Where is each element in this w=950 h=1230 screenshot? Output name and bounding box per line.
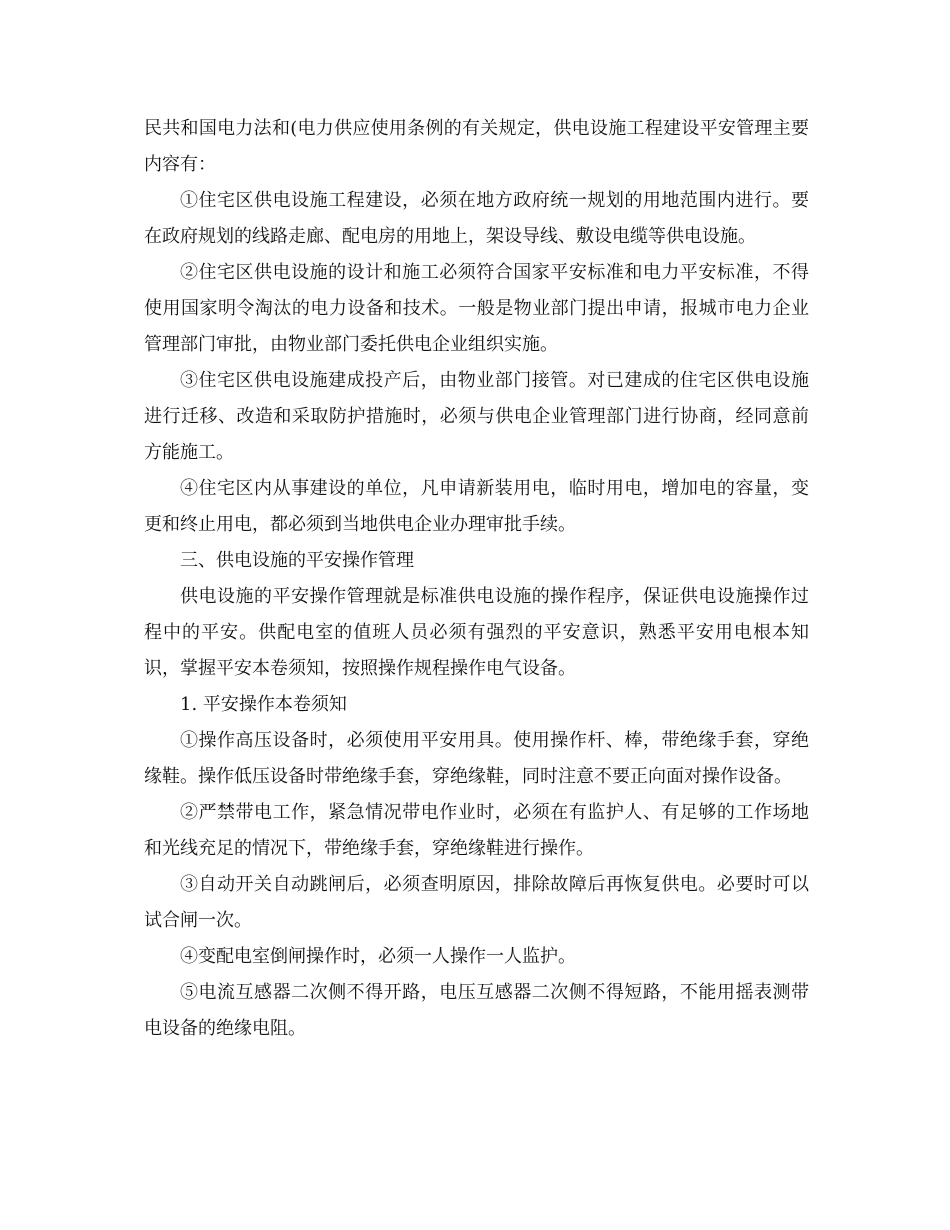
safety-item-2: ②严禁带电工作，紧急情况带电作业时，必须在有监护人、有足够的工作场地和光线充足的情况下，带绝缘手套，穿绝缘鞋进行操作。 [144, 802, 809, 859]
paragraph-item-4: ④住宅区内从事建设的单位，凡申请新装用电，临时用电，增加电的容量，变更和终止用电，都必须到当地供电企业办理审批手续。 [144, 478, 809, 535]
section-heading: 三、供电设施的平安操作管理 [180, 550, 414, 571]
safety-item-1: ①操作高压设备时，必须使用平安用具。使用操作杆、棒，带绝缘手套，穿绝缘鞋。操作低压设备时带绝缘手套，穿绝缘鞋，同时注意不要正向面对操作设备。 [144, 730, 809, 787]
paragraph-item-2: ②住宅区供电设施的设计和施工必须符合国家平安标准和电力平安标准，不得使用国家明令淘汰的电力设备和技术。一般是物业部门提出申请，报城市电力企业管理部门审批，由物业部门委托供电企业组织实施。 [144, 262, 809, 355]
paragraph-continuation: 民共和国电力法和(电力供应使用条例的有关规定，供电设施工程建设平安管理主要内容有： [144, 118, 809, 175]
paragraph-item-1: ①住宅区供电设施工程建设，必须在地方政府统一规划的用地范围内进行。要在政府规划的线路走廊、配电房的用地上，架设导线、敷设电缆等供电设施。 [144, 190, 809, 247]
safety-item-3: ③自动开关自动跳闸后，必须查明原因，排除故障后再恢复供电。必要时可以试合闸一次。 [144, 874, 809, 931]
subsection-heading: 1. 平安操作本卷须知 [180, 694, 347, 715]
safety-item-5: ⑤电流互感器二次侧不得开路，电压互感器二次侧不得短路，不能用摇表测带电设备的绝缘电阻。 [144, 982, 809, 1039]
document-body [144, 111, 809, 1047]
safety-item-4: ④变配电室倒闸操作时，必须一人操作一人监护。 [180, 946, 576, 967]
paragraph-item-3: ③住宅区供电设施建成投产后，由物业部门接管。对已建成的住宅区供电设施进行迁移、改造和采取防护措施时，必须与供电企业管理部门进行协商，经同意前方能施工。 [144, 370, 809, 463]
section-intro-paragraph: 供电设施的平安操作管理就是标准供电设施的操作程序，保证供电设施操作过程中的平安。供配电室的值班人员必须有强烈的平安意识，熟悉平安用电根本知识，掌握平安本卷须知，按照操作规程操作电气设备。 [144, 586, 809, 679]
